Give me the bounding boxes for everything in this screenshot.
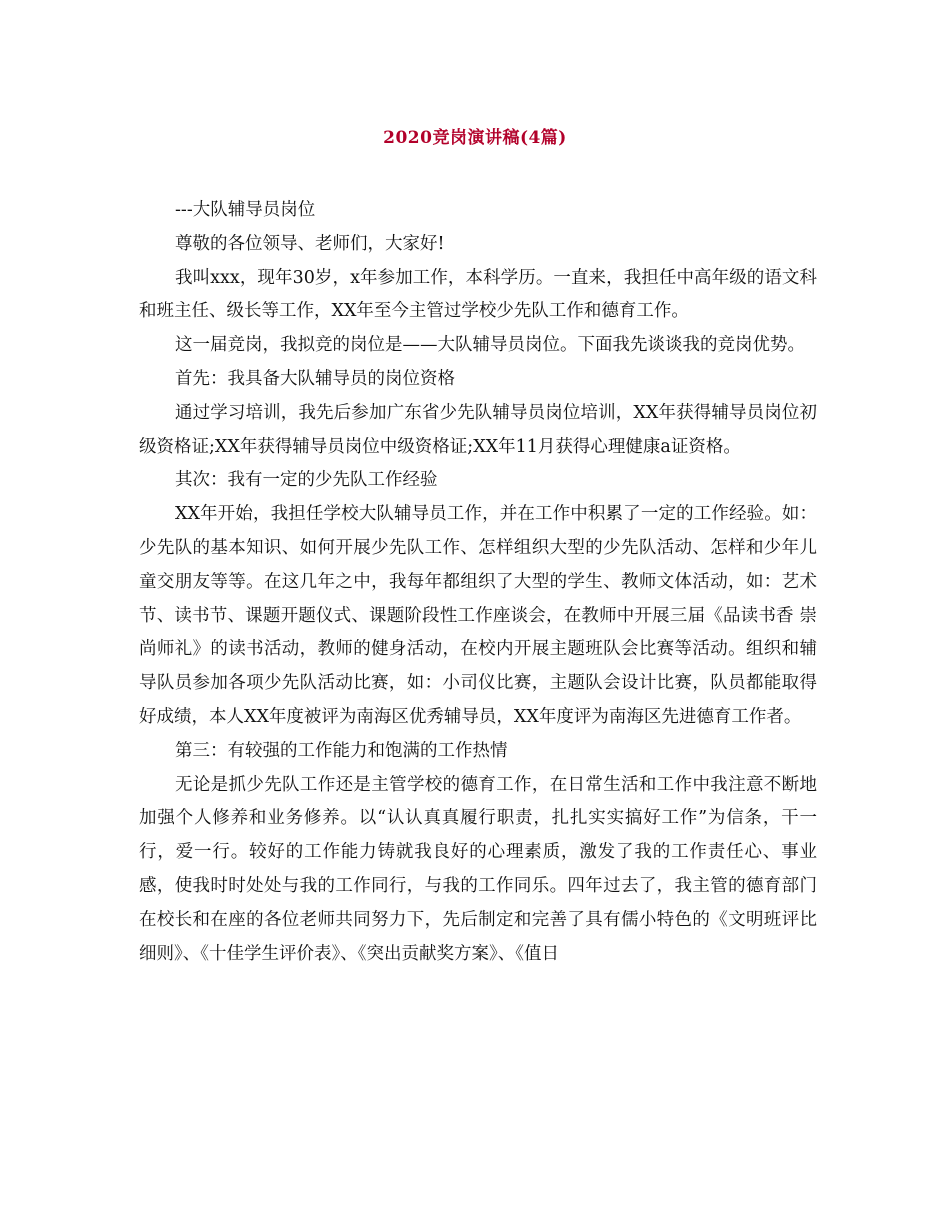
paragraph-heading-third: 第三：有较强的工作能力和饱满的工作热情 [175, 740, 508, 761]
paragraph-greeting: 尊敬的各位领导、老师们，大家好! [175, 233, 445, 254]
paragraph-ability: 无论是抓少先队工作还是主管学校的德育工作，在日常生活和工作中我注意不断地加强个人修养和业务修养。以“认认真真履行职责，扎扎实实搞好工作”为信条，干一行，爱一行。较好的工作能力铸就我良好的心理素质，激发了我的工作责任心、事业感，使我时时处处与我的工作同行，与我的工作同乐。四年过去了，我主管的德育部门在校长和在座的各位老师共同努力下，先后制定和完善了具有儒小特色的《文明班评比细则》、《十佳学生评价表》、《突出贡献奖方案》、《值日 [139, 774, 817, 964]
paragraph-heading-second: 其次：我有一定的少先队工作经验 [175, 470, 438, 491]
paragraph-competition: 这一届竞岗，我拟竞的岗位是——大队辅导员岗位。下面我先谈谈我的竞岗优势。 [175, 335, 805, 356]
paragraph-introduction: 我叫xxx，现年30岁，x年参加工作，本科学历。一直来，我担任中高年级的语文科和班主任、级长等工作，XX年至今主管过学校少先队工作和德育工作。 [139, 267, 817, 322]
document-body [139, 194, 817, 971]
document-title: 2020竞岗演讲稿(4篇) [383, 128, 567, 148]
paragraph-heading-first: 首先：我具备大队辅导员的岗位资格 [175, 368, 455, 389]
paragraph-experience: XX年开始，我担任学校大队辅导员工作，并在工作中积累了一定的工作经验。如：少先队的基本知识、如何开展少先队工作、怎样组织大型的少先队活动、怎样和少年儿童交朋友等等。在这几年之中，我每年都组织了大型的学生、教师文体活动，如：艺术节、读书节、课题开题仪式、课题阶段性工作座谈会，在教师中开展三届《品读书香 崇尚师礼》的读书活动，教师的健身活动，在校内开展主题班队会比赛等活动。组织和辅导队员参加各项少先队活动比赛，如：小司仪比赛，主题队会设计比赛，队员都能取得好成绩，本人XX年度被评为南海区优秀辅导员，XX年度评为南海区先进德育工作者。 [139, 504, 817, 727]
paragraph-position: ---大队辅导员岗位 [175, 200, 316, 220]
paragraph-qualifications: 通过学习培训，我先后参加广东省少先队辅导员岗位培训，XX年获得辅导员岗位初级资格证;XX年获得辅导员岗位中级资格证;XX年11月获得心理健康a证资格。 [139, 402, 817, 457]
